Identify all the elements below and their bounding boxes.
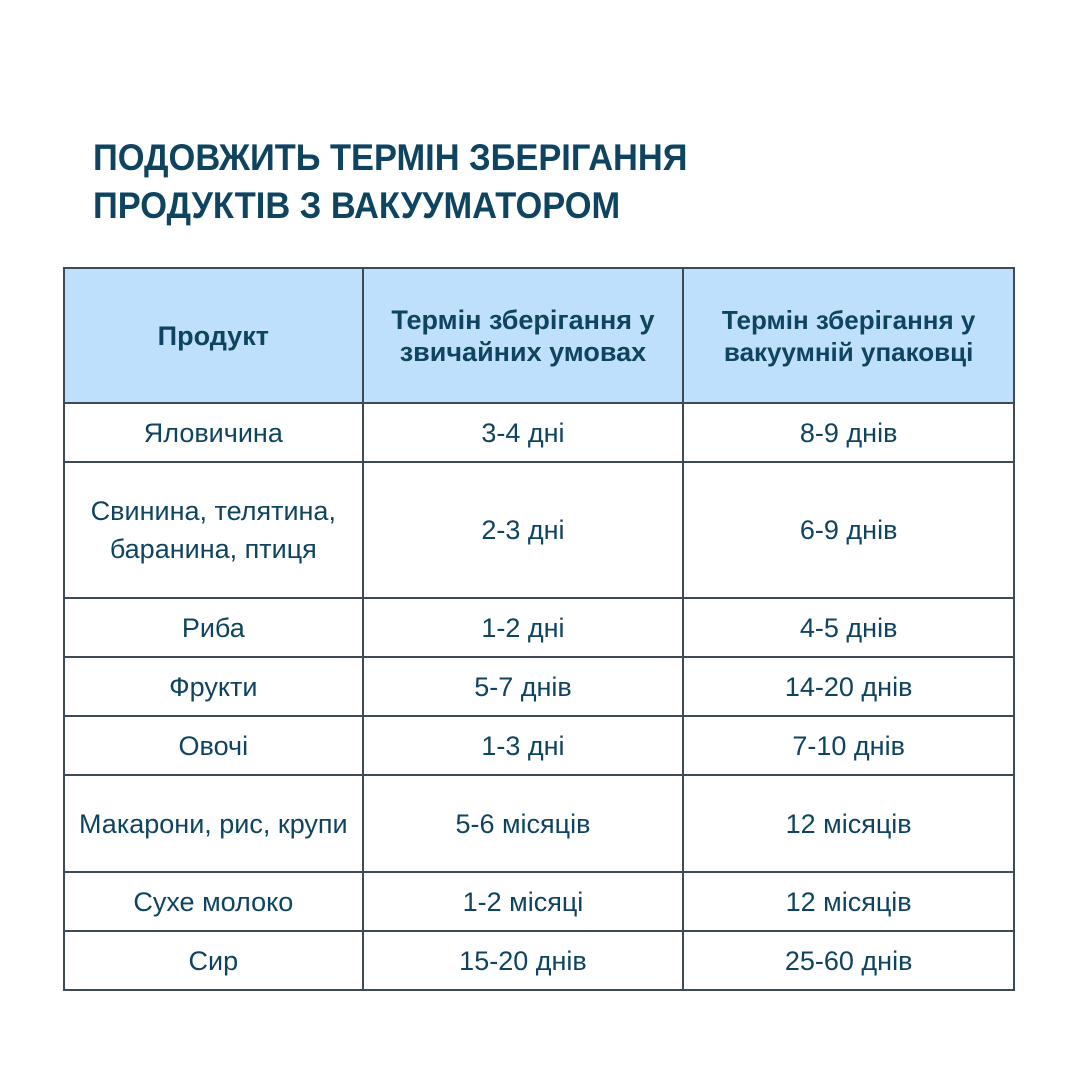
- cell-normal: 15-20 днів: [363, 931, 684, 990]
- cell-normal: 1-3 дні: [363, 716, 684, 775]
- cell-product: Риба: [64, 598, 363, 657]
- cell-vacuum: 6-9 днів: [683, 462, 1014, 598]
- cell-vacuum: 4-5 днів: [683, 598, 1014, 657]
- table-row: [64, 403, 1014, 462]
- table-row: [64, 598, 1014, 657]
- cell-product: Сухе молоко: [64, 872, 363, 931]
- table-row: [64, 775, 1014, 872]
- table-row: [64, 657, 1014, 716]
- header-vacuum-storage: Термін зберігання у вакуумній упаковці: [683, 268, 1014, 403]
- storage-time-table: [63, 267, 1015, 991]
- cell-normal: 2-3 дні: [363, 462, 684, 598]
- table-header: [64, 268, 1014, 403]
- cell-vacuum: 12 місяців: [683, 872, 1014, 931]
- header-product: Продукт: [64, 268, 363, 403]
- cell-product: Макарони, рис, крупи: [64, 775, 363, 872]
- cell-normal: 1-2 місяці: [363, 872, 684, 931]
- cell-vacuum: 12 місяців: [683, 775, 1014, 872]
- cell-product: Свинина, телятина, баранина, птиця: [64, 462, 363, 598]
- table-row: [64, 872, 1014, 931]
- cell-vacuum: 14-20 днів: [683, 657, 1014, 716]
- table-row: [64, 462, 1014, 598]
- cell-normal: 5-6 місяців: [363, 775, 684, 872]
- cell-product: Сир: [64, 931, 363, 990]
- cell-product: Фрукти: [64, 657, 363, 716]
- cell-normal: 1-2 дні: [363, 598, 684, 657]
- cell-normal: 5-7 днів: [363, 657, 684, 716]
- table-row: [64, 931, 1014, 990]
- page-title: [93, 134, 687, 230]
- page-title-line-1: ПОДОВЖИТЬ ТЕРМІН ЗБЕРІГАННЯ: [93, 137, 688, 178]
- cell-product: Яловичина: [64, 403, 363, 462]
- header-normal-storage: Термін зберігання у звичайних умовах: [363, 268, 684, 403]
- cell-vacuum: 8-9 днів: [683, 403, 1014, 462]
- cell-normal: 3-4 дні: [363, 403, 684, 462]
- table-body: [64, 403, 1014, 990]
- cell-vacuum: 25-60 днів: [683, 931, 1014, 990]
- cell-vacuum: 7-10 днів: [683, 716, 1014, 775]
- cell-product: Овочі: [64, 716, 363, 775]
- table-row: [64, 716, 1014, 775]
- page-title-line-2: ПРОДУКТІВ З ВАКУУМАТОРОМ: [93, 185, 621, 226]
- table-header-row: [64, 268, 1014, 403]
